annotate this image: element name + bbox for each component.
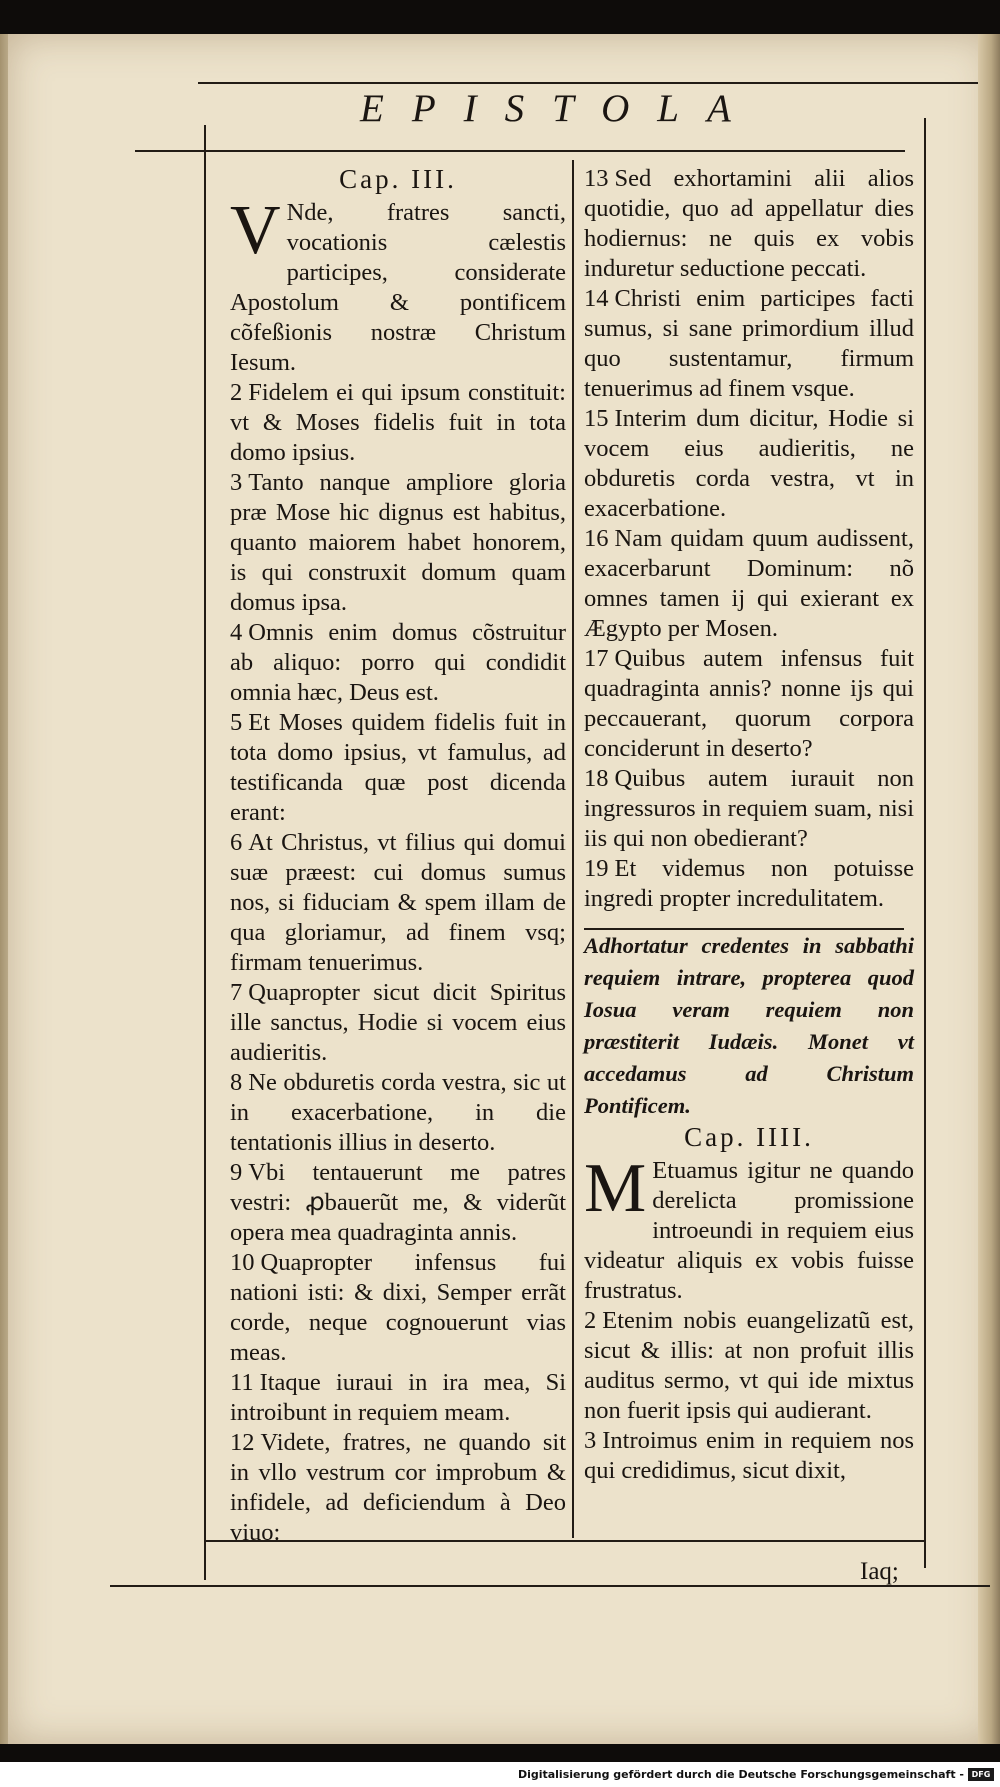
verse (584, 164, 914, 284)
verse (584, 644, 914, 764)
verse-text: Christi enim participes facti sumus, si sane primordium illud quo sustentamur, firmum tenuerimus ad finem vsque. (584, 285, 914, 402)
drop-initial: M (584, 1150, 647, 1227)
verse-number: 13 (584, 165, 609, 192)
verse-text: Fidelem ei qui ipsum constituit: vt & Moses fidelis fuit in tota domo ipsius. (230, 379, 566, 466)
opening-paragraph (584, 1150, 914, 1306)
verse (230, 1158, 566, 1248)
verse-text: Videte, fratres, ne quando sit in vllo vestrum cor improbum & infidele, ad deficiendum à Deo viuo: (230, 1429, 566, 1546)
verse (584, 854, 914, 914)
verse-number: 11 (230, 1369, 254, 1396)
verse-text: Vbi tentauerunt me patres vestri: ꝓbauerũt me, & viderũt opera mea quadraginta annis. (230, 1159, 566, 1246)
verse (230, 828, 566, 978)
verse (584, 524, 914, 644)
verse (584, 404, 914, 524)
drop-initial: V (230, 192, 281, 269)
opening-paragraph (230, 192, 566, 378)
right-verse-list-2 (584, 1306, 914, 1486)
verse-number: 17 (584, 645, 609, 672)
running-title: EPISTOLA (360, 87, 759, 130)
verse (584, 764, 914, 854)
page-right-edge (978, 34, 1000, 1744)
right-verse-list (584, 164, 914, 914)
verse-number: 2 (230, 379, 243, 406)
verse-text: Introimus enim in requiem nos qui credidimus, sicut dixit, (584, 1427, 914, 1484)
verse-number: 15 (584, 405, 609, 432)
opening-text: Etuamus igitur ne quando derelicta promissione introeundi in requiem eius videatur aliquis ex vobis fuisse frustratus. (584, 1157, 914, 1304)
left-frame-line (204, 125, 206, 1580)
verse (230, 468, 566, 618)
verse-text: Interim dum dicitur, Hodie si vocem eius audieritis, ne obduretis corda vestra, vt in exacerbatione. (584, 405, 914, 522)
verse-text: Et videmus non potuisse ingredi propter incredulitatem. (584, 855, 914, 912)
verse-number: 9 (230, 1159, 243, 1186)
verse (584, 1426, 914, 1486)
verse (230, 978, 566, 1068)
verse-text: Tanto nanque ampliore gloria præ Mose hic dignus est habitus, quanto maiorem habet honorem, is qui construxit domum quam domus ipsa. (230, 469, 566, 616)
summary-top-rule (584, 928, 904, 930)
left-verse-list (230, 378, 566, 1548)
verse-text: Itaque iuraui in ira mea, Si introibunt in requiem meam. (230, 1369, 566, 1426)
verse-number: 8 (230, 1069, 243, 1096)
header-bottom-rule (135, 150, 905, 152)
verse-text: Quibus autem iurauit non ingressuros in requiem suam, nisi iis qui non obedierant? (584, 765, 914, 852)
verse-text: Quapropter sicut dicit Spiritus ille sanctus, Hodie si vocem eius audieritis. (230, 979, 566, 1066)
verse-number: 14 (584, 285, 609, 312)
verse-text: Quibus autem infensus fuit quadraginta annis? nonne ijs qui peccauerant, quorum corpora conciderunt in deserto? (584, 645, 914, 762)
verse (584, 1306, 914, 1426)
verse-number: 19 (584, 855, 609, 882)
verse-text: Etenim nobis euangelizatũ est, sicut & illis: at non profuit illis auditus sermo, vt qui ide mixtus non fuerit ipsis qui audierant. (584, 1307, 914, 1424)
verse-number: 12 (230, 1429, 255, 1456)
right-text-column (584, 164, 914, 1486)
left-text-column (230, 164, 566, 1548)
verse-number: 7 (230, 979, 243, 1006)
verse-text: Et Moses quidem fidelis fuit in tota domo ipsius, vt famulus, ad testificanda quæ post dicenda erant: (230, 709, 566, 826)
verse (230, 1068, 566, 1158)
verse (230, 618, 566, 708)
verse-number: 18 (584, 765, 609, 792)
digitization-notice: Digitalisierung gefördert durch die Deutsche Forschungsgemeinschaft - (517, 1768, 964, 1781)
verse-text: Omnis enim domus cõstruitur ab aliquo: porro qui condidit omnia hæc, Deus est. (230, 619, 566, 706)
verse-text: Quapropter infensus fui nationi isti: & dixi, Semper errãt corde, neque cognouerunt vias meas. (230, 1249, 566, 1366)
verse (230, 1428, 566, 1548)
chapter-heading: Cap. III. (339, 164, 457, 194)
verse-text: At Christus, vt filius qui domui suæ præest: cui domus sumus nos, si fiduciam & spem illam de qua gloriamur, ad finem vsq; firmam tenuerimus. (230, 829, 566, 976)
verse-text: Sed exhortamini alii alios quotidie, quo ad appellatur dies hodiernus: ne quis ex vobis induretur seductione peccati. (584, 165, 914, 282)
right-frame-line (924, 118, 926, 1568)
verse-text: Ne obduretis corda vestra, sic ut in exacerbatione, in die tentationis illius in deserto. (230, 1069, 566, 1156)
verse-number: 5 (230, 709, 243, 736)
chapter-heading: Cap. IIII. (684, 1122, 814, 1152)
verse (230, 1368, 566, 1428)
verse-number: 2 (584, 1307, 597, 1334)
verse-text: Nam quidam quum audissent, exacerbarunt Dominum: nõ omnes tamen ij qui exierant ex Ægypto per Mosen. (584, 525, 914, 642)
header-top-rule (198, 82, 978, 84)
verse-number: 3 (230, 469, 243, 496)
catchword: Iaq; (860, 1558, 899, 1585)
verse-number: 6 (230, 829, 243, 856)
verse-number: 10 (230, 1249, 255, 1276)
dfg-logo-icon: DFG (968, 1768, 994, 1781)
chapter-summary: Adhortatur credentes in sabbathi requiem intrare, propterea quod Iosua veram requiem non præstiterit Iudæis. Monet vt accedamus ad Christum Pontificem. (584, 933, 914, 1118)
verse (230, 1248, 566, 1368)
verse (230, 378, 566, 468)
verse-number: 4 (230, 619, 243, 646)
verse-number: 3 (584, 1427, 597, 1454)
footer-rule (110, 1585, 990, 1587)
column-divider (572, 160, 574, 1538)
verse (584, 284, 914, 404)
verse (230, 708, 566, 828)
verse-number: 16 (584, 525, 609, 552)
opening-text: Nde, fratres sancti, vocationis cælestis participes, considerate Apostolum & pontificem cõfeßionis nostræ Christum Iesum. (230, 199, 566, 376)
